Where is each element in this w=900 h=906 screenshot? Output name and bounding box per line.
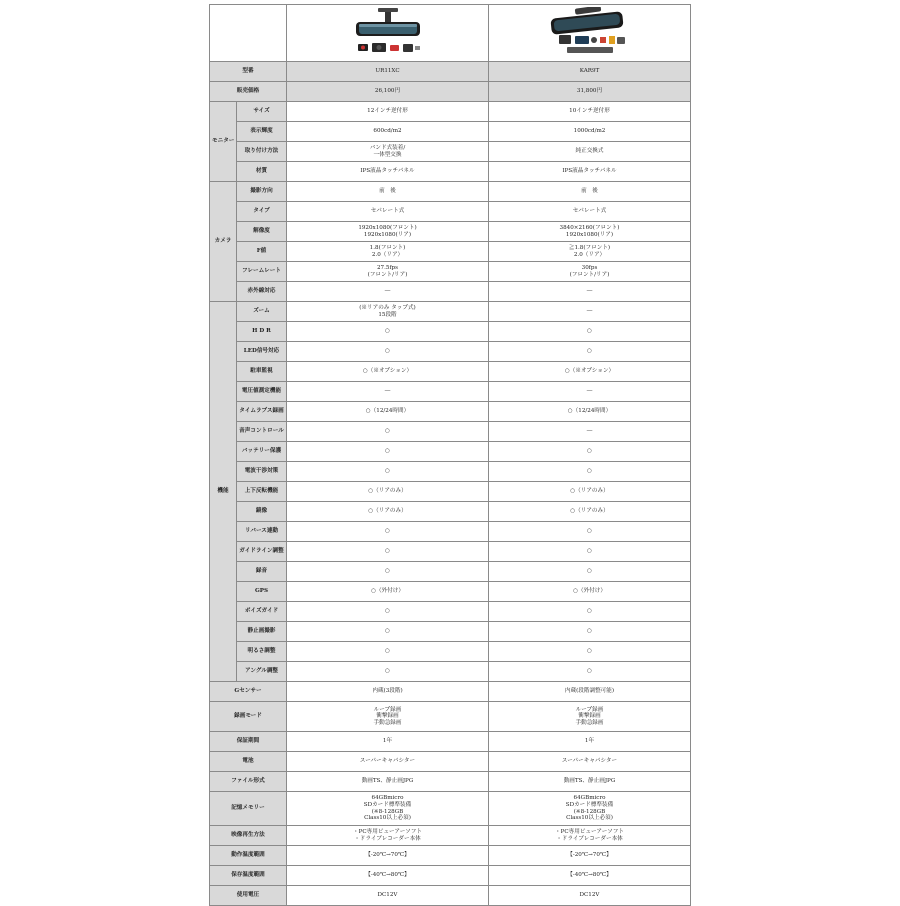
spec-label: ファイル形式 (210, 772, 287, 792)
spec-label: アングル調整 (237, 662, 287, 682)
table-row (210, 682, 691, 702)
table-row (210, 122, 691, 142)
table-row (210, 582, 691, 602)
product-2-value: ○（リアのみ） (489, 502, 691, 522)
table-row (210, 222, 691, 242)
mirror-dashcam-image-1 (348, 8, 428, 58)
table-row (210, 282, 691, 302)
table-row (210, 442, 691, 462)
product-1-value: 動画TS、静止画JPG (287, 772, 489, 792)
product-1-value: ・PC専用ビューアーソフト ・ドライブレコーダー本体 (287, 826, 489, 846)
spec-label: F値 (237, 242, 287, 262)
table-row (210, 562, 691, 582)
table-row (210, 242, 691, 262)
table-row (210, 302, 691, 322)
product-2-value: 純正交換式 (489, 142, 691, 162)
table-row (210, 142, 691, 162)
product-2-value: ― (489, 282, 691, 302)
product-2-value: 64GBmicro SDカード標準装備 (※8-128GB Class10以上必須) (489, 792, 691, 826)
spec-label: フレームレート (237, 262, 287, 282)
product-2-value: ○ (489, 322, 691, 342)
spec-label: Gセンサー (210, 682, 287, 702)
product-1-value: 1年 (287, 732, 489, 752)
spec-label: 音声コントロール (237, 422, 287, 442)
spec-label: ズーム (237, 302, 287, 322)
spec-table-body (210, 5, 691, 906)
product-2-value: DC12V (489, 886, 691, 906)
product-2-value: 1000cd/m2 (489, 122, 691, 142)
product-1-value: 【-40℃→80℃】 (287, 866, 489, 886)
product-2-value: ○ (489, 622, 691, 642)
table-row (210, 542, 691, 562)
corner-cell (210, 5, 287, 62)
product-2-value: ○ (489, 562, 691, 582)
product-1-value: 1920x1080(フロント) 1920x1080(リア) (287, 222, 489, 242)
product-1-value: 64GBmicro SDカード標準装備 (※8-128GB Class10以上必須) (287, 792, 489, 826)
product-2-value: ○（※オプション） (489, 362, 691, 382)
product-1-value: (※リアのみ タップ式) 15段階 (287, 302, 489, 322)
product-1-value: ○ (287, 322, 489, 342)
product-2-value: ○（リアのみ） (489, 482, 691, 502)
product-2-value: ○（外付け） (489, 582, 691, 602)
table-row (210, 792, 691, 826)
spec-label: 材質 (237, 162, 287, 182)
mirror-dashcam-image-2 (545, 7, 635, 59)
spec-group-label: カメラ (210, 182, 237, 302)
spec-label: 鏡像 (237, 502, 287, 522)
product-1-value: 前 後 (287, 182, 489, 202)
table-row (210, 622, 691, 642)
spec-label: 解像度 (237, 222, 287, 242)
table-row (210, 502, 691, 522)
table-row (210, 772, 691, 792)
table-row (210, 182, 691, 202)
product-2-value: 30fps (フロント/リア) (489, 262, 691, 282)
spec-label: 電波干渉対策 (237, 462, 287, 482)
spec-comparison-table (209, 4, 691, 906)
table-row (210, 702, 691, 732)
product-2-value: 【-40℃→80℃】 (489, 866, 691, 886)
product-2-value: ループ録画 衝撃録画 手動急録画 (489, 702, 691, 732)
product-1-value: 600cd/m2 (287, 122, 489, 142)
table-row (210, 482, 691, 502)
product-1-value: ○（12/24時間） (287, 402, 489, 422)
product-1-value: ○（※オプション） (287, 362, 489, 382)
table-row (210, 382, 691, 402)
table-row (210, 462, 691, 482)
table-row (210, 162, 691, 182)
spec-label: 販売価格 (210, 82, 287, 102)
product-1-value: IPS液晶タッチパネル (287, 162, 489, 182)
product-2-value: ○（12/24時間） (489, 402, 691, 422)
table-row (210, 82, 691, 102)
spec-label: 赤外線対応 (237, 282, 287, 302)
product-image-row (210, 5, 691, 62)
product-2-value: セパレート式 (489, 202, 691, 222)
table-row (210, 202, 691, 222)
table-row (210, 362, 691, 382)
product-1-value: ○ (287, 602, 489, 622)
spec-label: 取り付け方法 (237, 142, 287, 162)
table-row (210, 522, 691, 542)
product-2-value: IPS液晶タッチパネル (489, 162, 691, 182)
product-1-value: ○ (287, 622, 489, 642)
product-2-value: スーパーキャパシター (489, 752, 691, 772)
product-2-value: ○ (489, 642, 691, 662)
product-2-value: 31,800円 (489, 82, 691, 102)
spec-label: 動作温度範囲 (210, 846, 287, 866)
product-1-value: ○ (287, 662, 489, 682)
table-row (210, 642, 691, 662)
product-2-value: ○ (489, 542, 691, 562)
spec-label: 電圧値測定機能 (237, 382, 287, 402)
product-2-value: KAR9T (489, 62, 691, 82)
product-1-value: ○ (287, 562, 489, 582)
spec-label: 駐車監視 (237, 362, 287, 382)
product-2-value: ○ (489, 442, 691, 462)
product-1-value: ○ (287, 542, 489, 562)
spec-label: ガイドライン調整 (237, 542, 287, 562)
spec-label: タイプ (237, 202, 287, 222)
spec-label: 型番 (210, 62, 287, 82)
spec-label: 明るさ調整 (237, 642, 287, 662)
product-1-value: ループ録画 衝撃録画 手動急録画 (287, 702, 489, 732)
product-2-value: 【-20℃→70℃】 (489, 846, 691, 866)
table-row (210, 886, 691, 906)
table-row (210, 846, 691, 866)
table-row (210, 866, 691, 886)
table-row (210, 322, 691, 342)
product-2-value: ○ (489, 342, 691, 362)
product-2-value: ― (489, 422, 691, 442)
spec-label: GPS (237, 582, 287, 602)
spec-label: 静止画撮影 (237, 622, 287, 642)
product-2-value: 動画TS、静止画JPG (489, 772, 691, 792)
product-2-value: ○ (489, 462, 691, 482)
product-1-value: ― (287, 282, 489, 302)
product-2-value: 内蔵(段階調整可能) (489, 682, 691, 702)
table-row (210, 342, 691, 362)
spec-label: バッテリー保護 (237, 442, 287, 462)
spec-label: タイムラプス録画 (237, 402, 287, 422)
spec-group-label: モニター (210, 102, 237, 182)
product-1-value: ○ (287, 462, 489, 482)
spec-label: H D R (237, 322, 287, 342)
product-2-value: ○ (489, 662, 691, 682)
product-1-value: 内蔵(3段階) (287, 682, 489, 702)
product-2-value: ― (489, 382, 691, 402)
table-row (210, 752, 691, 772)
spec-label: 使用電圧 (210, 886, 287, 906)
product-1-value: ○ (287, 422, 489, 442)
table-row (210, 262, 691, 282)
spec-label: リバース連動 (237, 522, 287, 542)
product-1-value: ○（外付け） (287, 582, 489, 602)
spec-label: LED信号対応 (237, 342, 287, 362)
product-1-value: DC12V (287, 886, 489, 906)
product-2-image-cell (489, 5, 691, 62)
product-1-value: 26,100円 (287, 82, 489, 102)
product-2-value: 10インチ逆付形 (489, 102, 691, 122)
product-2-value: 前 後 (489, 182, 691, 202)
spec-label: 映像再生方法 (210, 826, 287, 846)
product-2-value: 1年 (489, 732, 691, 752)
product-1-value: ○ (287, 522, 489, 542)
table-row (210, 102, 691, 122)
spec-label: 保証期間 (210, 732, 287, 752)
product-1-value: 12インチ逆付形 (287, 102, 489, 122)
spec-label: 電池 (210, 752, 287, 772)
product-1-value: 27.5fps (フロント/リア) (287, 262, 489, 282)
product-1-value: ○（リアのみ） (287, 502, 489, 522)
product-2-value: ― (489, 302, 691, 322)
product-1-value: UR11XC (287, 62, 489, 82)
product-1-value: ○（リアのみ） (287, 482, 489, 502)
product-1-value: ○ (287, 442, 489, 462)
product-1-value: 1.8(フロント) 2.0（リア） (287, 242, 489, 262)
spec-label: 録音 (237, 562, 287, 582)
table-row (210, 662, 691, 682)
spec-label: ボイズガイド (237, 602, 287, 622)
spec-label: 表示輝度 (237, 122, 287, 142)
spec-group-label: 機能 (210, 302, 237, 682)
product-2-value: ・PC専用ビューアーソフト ・ドライブレコーダー本体 (489, 826, 691, 846)
spec-label: 録画モード (210, 702, 287, 732)
spec-label: サイズ (237, 102, 287, 122)
product-2-value: ≧1.8(フロント) 2.0（リア） (489, 242, 691, 262)
table-row (210, 602, 691, 622)
product-1-value: ― (287, 382, 489, 402)
table-row (210, 62, 691, 82)
product-2-value: ○ (489, 522, 691, 542)
spec-label: 上下反転機能 (237, 482, 287, 502)
product-2-value: ○ (489, 602, 691, 622)
spec-label: 保存温度範囲 (210, 866, 287, 886)
table-row (210, 732, 691, 752)
product-1-value: 【-20℃→70℃】 (287, 846, 489, 866)
table-row (210, 402, 691, 422)
product-1-value: セパレート式 (287, 202, 489, 222)
table-row (210, 422, 691, 442)
product-2-value: 3840×2160(フロント) 1920x1080(リア) (489, 222, 691, 242)
table-row (210, 826, 691, 846)
product-1-value: ○ (287, 342, 489, 362)
spec-label: 撮影方向 (237, 182, 287, 202)
product-1-value: ○ (287, 642, 489, 662)
product-1-image-cell (287, 5, 489, 62)
spec-label: 記憶メモリー (210, 792, 287, 826)
product-1-value: バンド式装着/ 一体型交換 (287, 142, 489, 162)
product-1-value: スーパーキャパシター (287, 752, 489, 772)
